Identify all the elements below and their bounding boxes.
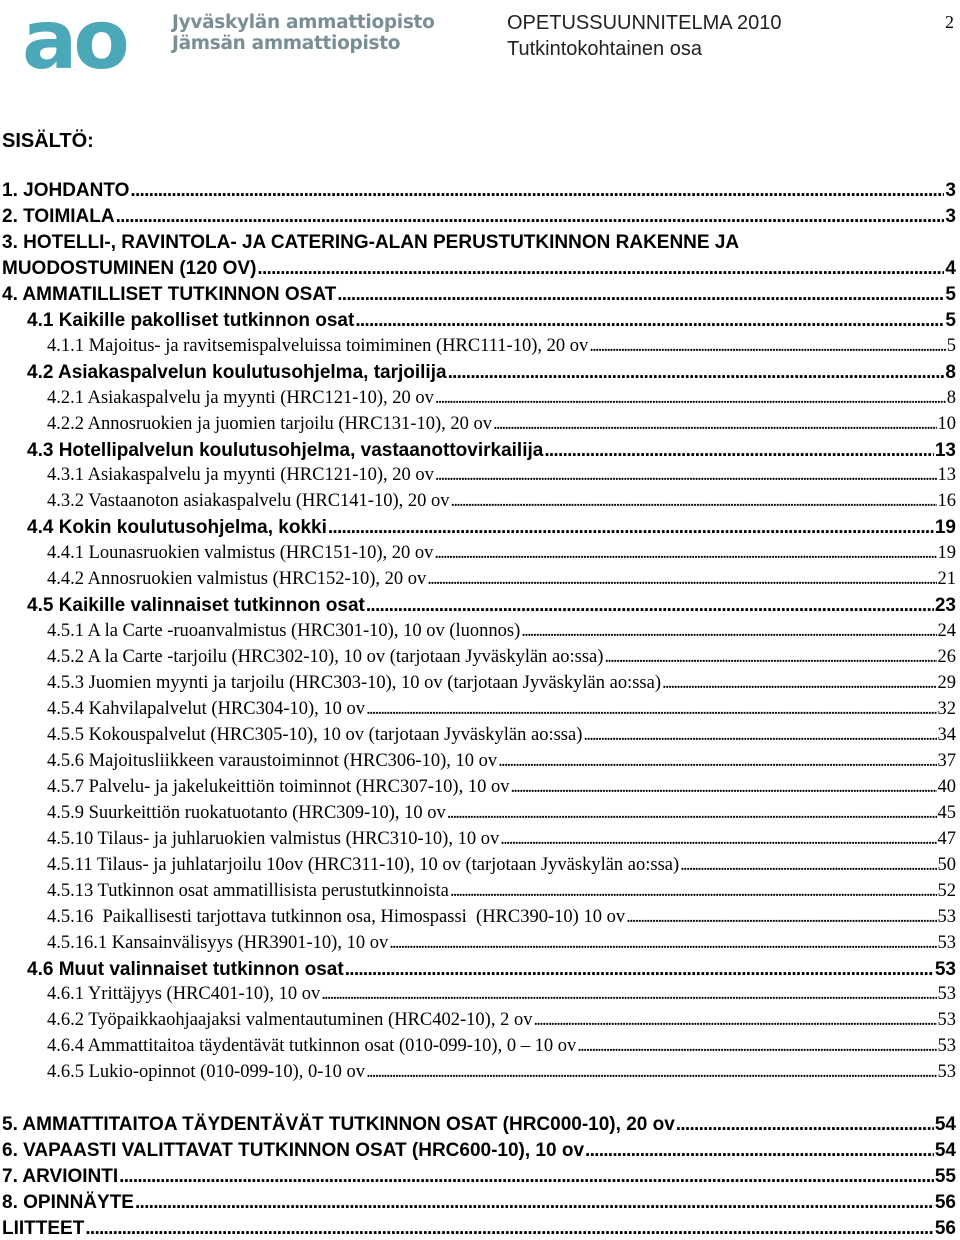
toc-entry-page: 13 <box>935 440 960 462</box>
toc-entry-page: 54 <box>935 1140 960 1162</box>
toc-entry-page: 53 <box>938 1036 960 1057</box>
toc-dot-leader <box>119 1166 934 1188</box>
toc-dot-leader <box>435 465 937 486</box>
toc-entry-page: 53 <box>938 933 960 954</box>
toc-entry-label: 4.5.13 Tutkinnon osat ammatillisista perustutkinnoista <box>47 881 449 902</box>
toc-dot-leader <box>604 647 936 668</box>
toc-entry-label: 3. HOTELLI-, RAVINTOLA- JA CATERING-ALAN PERUSTUTKINNON RAKENNE JA <box>2 232 739 254</box>
toc-entry[interactable] <box>0 465 960 486</box>
toc-entry-label: 4.5.9 Suurkeittiön ruokatuotanto (HRC309-10), 10 ov <box>47 803 446 824</box>
toc-entry[interactable] <box>0 362 960 384</box>
toc-entry-page: 56 <box>935 1192 960 1214</box>
toc-entry[interactable] <box>0 1192 960 1214</box>
toc-entry[interactable] <box>0 1036 960 1057</box>
toc-entry-label: 4.6.2 Työpaikkaohjaajaksi valmentautuminen (HRC402-10), 2 ov <box>47 1010 532 1031</box>
toc-entry-label: 4.5.3 Juomien myynti ja tarjoilu (HRC303-10), 10 ov (tarjotaan Jyväskylän ao:ssa) <box>47 673 661 694</box>
toc-entry-label: 4.5.11 Tilaus- ja juhlatarjoilu 10ov (HRC311-10), 10 ov (tarjotaan Jyväskylän ao:ssa) <box>47 855 679 876</box>
toc-entry-label: 4.3 Hotellipalvelun koulutusohjelma, vastaanottovirkailija <box>27 440 543 462</box>
toc-entry-page: 8 <box>945 362 960 384</box>
toc-dot-leader <box>583 725 936 746</box>
toc-entry[interactable] <box>0 232 960 254</box>
toc-entry[interactable] <box>0 673 960 694</box>
toc-entry[interactable] <box>0 543 960 564</box>
toc-entry-page: 5 <box>947 336 960 357</box>
toc-entry-label: 4.5.10 Tilaus- ja juhlaruokien valmistus (HRC310-10), 10 ov <box>47 829 499 850</box>
page-header <box>0 0 960 90</box>
toc-entry-page: 53 <box>938 1062 960 1083</box>
toc-entry-label: 4.2 Asiakaspalvelun koulutusohjelma, tarjoilija <box>27 362 447 384</box>
toc-dot-leader <box>366 1062 936 1083</box>
toc-entry-page: 55 <box>935 1166 960 1188</box>
toc-dot-leader <box>450 881 937 902</box>
logo-line-1: Jyväskylän ammattiopisto <box>172 12 435 33</box>
toc-entry-page: 37 <box>938 751 960 772</box>
toc-entry-page: 21 <box>938 569 960 590</box>
toc-dot-leader <box>577 1036 936 1057</box>
toc-entry[interactable] <box>0 1140 960 1162</box>
toc-entry-page: 24 <box>938 621 960 642</box>
toc-dot-leader <box>500 829 936 850</box>
document-title: OPETUSSUUNNITELMA 2010 <box>507 10 782 36</box>
toc-entry[interactable] <box>0 621 960 642</box>
toc-entry[interactable] <box>0 984 960 1005</box>
toc-entry-page: 34 <box>938 725 960 746</box>
toc-dot-leader <box>321 984 936 1005</box>
toc-dot-leader <box>328 517 934 539</box>
toc-entry-page: 53 <box>938 1010 960 1031</box>
toc-dot-leader <box>389 933 936 954</box>
toc-dot-leader <box>662 673 937 694</box>
toc-entry-page: 45 <box>938 803 960 824</box>
toc-entry-label: 4.5.16 Paikallisesti tarjottava tutkinnon osa, Himospassi (HRC390-10) 10 ov <box>47 907 625 928</box>
toc-entry[interactable] <box>0 855 960 876</box>
toc-entry-page: 19 <box>935 517 960 539</box>
toc-entry-label: 4.2.2 Annosruokien ja juomien tarjoilu (HRC131-10), 20 ov <box>47 414 492 435</box>
toc-entry-page: 4 <box>945 258 960 280</box>
toc-dot-leader <box>135 1192 934 1214</box>
toc-entry-page: 53 <box>938 907 960 928</box>
toc-entry[interactable] <box>0 517 960 539</box>
toc-entry-label: 2. TOIMIALA <box>2 206 115 228</box>
toc-dot-leader <box>435 388 946 409</box>
toc-entry[interactable] <box>0 180 960 202</box>
toc-dot-leader <box>510 777 936 798</box>
toc-entry-label: 4.5.7 Palvelu- ja jakelukeittiön toiminnot (HRC307-10), 10 ov <box>47 777 509 798</box>
toc-entry-label: 4.5.5 Kokouspalvelut (HRC305-10), 10 ov (tarjotaan Jyväskylän ao:ssa) <box>47 725 582 746</box>
toc-dot-leader <box>448 362 945 384</box>
toc-entry-label: 4.6.5 Lukio-opinnot (010-099-10), 0-10 ov <box>47 1062 365 1083</box>
toc-entry-label: MUODOSTUMINEN (120 OV) <box>2 258 256 280</box>
toc-dot-leader <box>337 284 944 306</box>
toc-entry-page: 52 <box>938 881 960 902</box>
toc-entry[interactable] <box>0 907 960 928</box>
toc-entry-page: 13 <box>938 465 960 486</box>
toc-entry-page: 54 <box>935 1114 960 1136</box>
toc-entry[interactable] <box>0 777 960 798</box>
toc-dot-leader <box>585 1140 934 1162</box>
toc-entry-page: 26 <box>938 647 960 668</box>
toc-entry[interactable] <box>0 284 960 306</box>
toc-entry-page: 16 <box>938 491 960 512</box>
toc-entry-label: 4.1.1 Majoitus- ja ravitsemispalveluissa toimiminen (HRC111-10), 20 ov <box>47 336 588 357</box>
toc-entry-label: 4.4.1 Lounasruokien valmistus (HRC151-10), 20 ov <box>47 543 433 564</box>
toc-entry[interactable] <box>0 440 960 462</box>
toc-entry[interactable] <box>0 569 960 590</box>
toc-dot-leader <box>521 621 936 642</box>
toc-dot-leader <box>434 543 936 564</box>
toc-entry-label: 4.3.1 Asiakaspalvelu ja myynti (HRC121-10), 20 ov <box>47 465 434 486</box>
toc-entry-label: 4.5 Kaikille valinnaiset tutkinnon osat <box>27 595 365 617</box>
toc-entry-page: 53 <box>935 959 960 981</box>
toc-entry[interactable] <box>0 388 960 409</box>
toc-entry-page: 19 <box>938 543 960 564</box>
toc-entry-label: 4. AMMATILLISET TUTKINNON OSAT <box>2 284 336 306</box>
toc-entry[interactable] <box>0 829 960 850</box>
toc-entry-label: 4.6.4 Ammattitaitoa täydentävät tutkinnon osat (010-099-10), 0 – 10 ov <box>47 1036 576 1057</box>
toc-entry-page: 23 <box>935 595 960 617</box>
toc-entry-label: 4.6.1 Yrittäjyys (HRC401-10), 10 ov <box>47 984 320 1005</box>
toc-entry[interactable] <box>0 206 960 228</box>
toc-entry-label: 5. AMMATTITAITOA TÄYDENTÄVÄT TUTKINNON OSAT (HRC000-10), 20 ov <box>2 1114 675 1136</box>
toc-entry[interactable] <box>0 751 960 772</box>
toc-entry[interactable] <box>0 803 960 824</box>
toc-entry[interactable] <box>0 725 960 746</box>
toc-entry-label: 4.6 Muut valinnaiset tutkinnon osat <box>27 959 344 981</box>
toc-entry-page: 3 <box>945 206 960 228</box>
page-number: 2 <box>945 12 954 33</box>
toc-entry-label: 8. OPINNÄYTE <box>2 1192 134 1214</box>
toc-entry-page: 5 <box>945 310 960 332</box>
toc-entry-page: 5 <box>945 284 960 306</box>
toc-entry-label: 4.5.6 Majoitusliikkeen varaustoiminnot (HRC306-10), 10 ov <box>47 751 497 772</box>
toc-dot-leader <box>447 803 937 824</box>
toc-entry-label: 4.5.16.1 Kansainvälisyys (HR3901-10), 10 ov <box>47 933 388 954</box>
toc-dot-leader <box>366 595 934 617</box>
toc-entry[interactable] <box>0 881 960 902</box>
toc-dot-leader <box>257 258 944 280</box>
toc-entry-page: 3 <box>945 180 960 202</box>
toc-entry-label: 4.5.4 Kahvilapalvelut (HRC304-10), 10 ov <box>47 699 365 720</box>
toc-entry[interactable] <box>0 414 960 435</box>
toc-entry-page: 40 <box>938 777 960 798</box>
toc-entry-label: 4.5.2 A la Carte -tarjoilu (HRC302-10), 10 ov (tarjotaan Jyväskylän ao:ssa) <box>47 647 603 668</box>
toc-entry-label: 6. VAPAASTI VALITTAVAT TUTKINNON OSAT (HRC600-10), 10 ov <box>2 1140 584 1162</box>
toc-dot-leader <box>533 1010 936 1031</box>
toc-entry-page: 47 <box>938 829 960 850</box>
toc-dot-leader <box>493 414 937 435</box>
toc-entry-label: 7. ARVIOINTI <box>2 1166 118 1188</box>
toc-dot-leader <box>450 491 936 512</box>
toc-entry[interactable] <box>0 595 960 617</box>
toc-entry[interactable] <box>0 258 960 280</box>
toc-entry-label: 4.1 Kaikille pakolliset tutkinnon osat <box>27 310 354 332</box>
toc-entry-label: 1. JOHDANTO <box>2 180 129 202</box>
toc-dot-leader <box>355 310 944 332</box>
toc-dot-leader <box>345 959 934 981</box>
toc-entry-label: 4.3.2 Vastaanoton asiakaspalvelu (HRC141-10), 20 ov <box>47 491 449 512</box>
toc-entry[interactable] <box>0 647 960 668</box>
logo-mark: ao <box>22 6 126 76</box>
toc-entry-page: 10 <box>938 414 960 435</box>
toc-entry-label: 4.5.1 A la Carte -ruoanvalmistus (HRC301-10), 10 ov (luonnos) <box>47 621 520 642</box>
toc-dot-leader <box>130 180 944 202</box>
toc-dot-leader <box>626 907 936 928</box>
document-subtitle: Tutkintokohtainen osa <box>507 36 782 62</box>
toc-dot-leader <box>498 751 936 772</box>
toc-entry[interactable] <box>0 310 960 332</box>
toc-dot-leader <box>116 206 945 228</box>
toc-entry[interactable] <box>0 1062 960 1083</box>
toc-dot-leader <box>676 1114 934 1136</box>
toc-entry-page: 32 <box>938 699 960 720</box>
toc-entry-label: 4.4 Kokin koulutusohjelma, kokki <box>27 517 327 539</box>
toc-entry-page: 56 <box>935 1218 960 1240</box>
logo-wordmark <box>172 12 435 54</box>
logo-line-2: Jämsän ammattiopisto <box>172 33 435 54</box>
toc-dot-leader <box>589 336 946 357</box>
toc-entry-page: 8 <box>947 388 960 409</box>
toc-entry[interactable] <box>0 959 960 981</box>
toc-entry[interactable] <box>0 699 960 720</box>
toc-entry[interactable] <box>0 933 960 954</box>
toc-entry-label: 4.2.1 Asiakaspalvelu ja myynti (HRC121-10), 20 ov <box>47 388 434 409</box>
toc-heading: SISÄLTÖ: <box>2 130 94 153</box>
toc-dot-leader <box>680 855 936 876</box>
toc-entry[interactable] <box>0 336 960 357</box>
toc-dot-leader <box>366 699 936 720</box>
toc-entry-label: LIITTEET <box>2 1218 84 1240</box>
toc-entry[interactable] <box>0 1114 960 1136</box>
toc-dot-leader <box>427 569 936 590</box>
toc-entry-page: 29 <box>938 673 960 694</box>
toc-entry[interactable] <box>0 491 960 512</box>
toc-dot-leader <box>544 440 934 462</box>
toc-entry[interactable] <box>0 1010 960 1031</box>
toc-entry[interactable] <box>0 1166 960 1188</box>
toc-entry-page: 53 <box>938 984 960 1005</box>
toc-entry-page: 50 <box>938 855 960 876</box>
document-heading <box>507 10 782 62</box>
toc-entry-label: 4.4.2 Annosruokien valmistus (HRC152-10), 20 ov <box>47 569 426 590</box>
